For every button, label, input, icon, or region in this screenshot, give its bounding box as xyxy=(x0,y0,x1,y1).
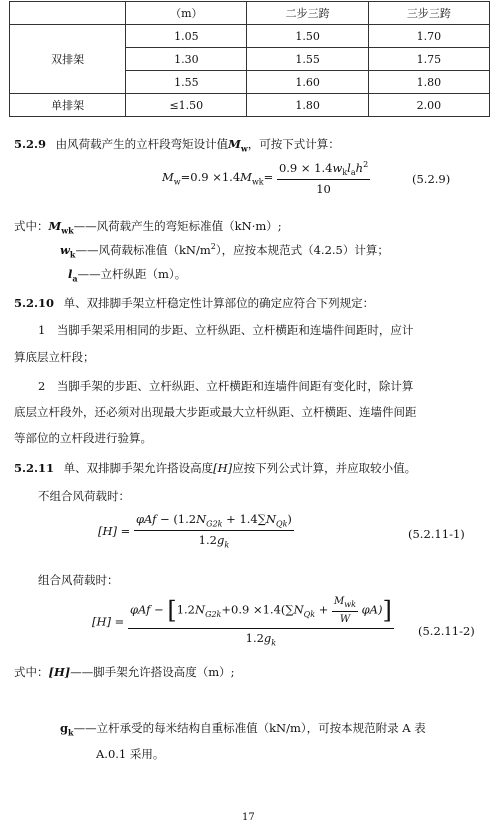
table-cell xyxy=(10,2,126,25)
table-group-label: 双排架 xyxy=(10,25,126,94)
eq2-den-sub: k xyxy=(271,638,277,648)
eq1-d: ) xyxy=(287,512,292,526)
num-hsup: 2 xyxy=(363,160,369,169)
mwk-desc: ——风荷载产生的弯矩标准值（kN·m）; xyxy=(73,219,282,233)
h-desc: ——脚手架允许搭设高度（m）; xyxy=(70,665,235,679)
table-header-cell: 二步三跨 xyxy=(247,2,368,25)
where-lead: 式中： xyxy=(14,665,49,679)
section-number: 5.2.10 xyxy=(14,296,55,310)
eq2-lhs: [H] = xyxy=(92,614,125,629)
eq-lhs-sub: w xyxy=(173,177,181,187)
wk-desc-tail: ），应按本规范式（4.2.5）计算； xyxy=(215,243,389,257)
eq2-nq-sub: Qk xyxy=(303,609,316,619)
table-cell: 1.80 xyxy=(368,71,489,94)
table-cell: ≤1.50 xyxy=(126,94,247,117)
gk-sub: k xyxy=(68,727,74,738)
case-1-label: 不组合风荷载时： xyxy=(38,489,130,503)
gk-desc-tail: A.0.1 采用。 xyxy=(96,747,165,761)
where-line-h xyxy=(14,664,235,680)
equation-number: (5.2.9) xyxy=(412,172,451,186)
wk-desc: ——风荷载标准值（kN/m xyxy=(75,243,211,257)
eq-numerator xyxy=(277,160,370,180)
eq2-a: φAf xyxy=(129,602,151,617)
la-sub: a xyxy=(72,273,78,284)
close-bracket: ] xyxy=(382,596,392,625)
parameter-table xyxy=(9,1,490,117)
eq1-den-a: 1.2 xyxy=(198,533,217,548)
equation-5-2-9 xyxy=(162,160,370,196)
table-row xyxy=(10,94,490,117)
eq-fraction xyxy=(277,160,370,196)
eq1-nq-sub: Qk xyxy=(276,519,288,529)
where-lead: 式中： xyxy=(14,219,49,233)
where-line-wk xyxy=(60,242,389,259)
inner-num xyxy=(332,596,358,612)
mwk-sub: wk xyxy=(61,225,74,236)
where-line-mwk xyxy=(14,218,282,235)
gk-symbol: g xyxy=(60,721,69,735)
eq2-numerator xyxy=(128,596,394,629)
eq1-fraction xyxy=(134,512,294,550)
num-w: w xyxy=(332,160,343,175)
la-symbol: l xyxy=(68,267,73,281)
table-cell: 1.05 xyxy=(126,25,247,48)
equation-5-2-11-1 xyxy=(98,512,294,550)
inner-den: W xyxy=(339,614,351,625)
eq1-a: φAf xyxy=(135,512,157,526)
section-5-2-9-heading xyxy=(14,136,340,153)
table-cell: 1.60 xyxy=(247,71,368,94)
equation-5-2-11-2 xyxy=(92,596,394,647)
table-cell: 1.70 xyxy=(368,25,489,48)
item-1-line-1: 1 当脚手架采用相同的步距、立杆纵距、立杆横距和连墙件间距时，应计 xyxy=(38,323,414,337)
table-cell: 1.75 xyxy=(368,48,489,71)
eq2-c: 1.2 xyxy=(176,602,195,617)
table-cell: 1.50 xyxy=(247,25,368,48)
equation-number: (5.2.11-2) xyxy=(418,624,475,638)
case-2-label: 组合风荷载时： xyxy=(38,573,119,587)
gk-desc: ——立杆承受的每米结构自重标准值（kN/m），可按本规范附录 A 表 xyxy=(73,721,426,735)
table-cell: 1.80 xyxy=(247,94,368,117)
mwk-symbol: M xyxy=(48,219,62,233)
section-text-tail: 应按下列公式计算，并应取较小值。 xyxy=(232,461,417,475)
eq-denominator: 10 xyxy=(316,182,331,197)
h-symbol: [H] xyxy=(48,665,71,679)
eq1-nq: N xyxy=(265,512,277,526)
section-text: 单、双排脚手架立杆稳定性计算部位的确定应符合下列规定： xyxy=(63,296,375,310)
page-number: 17 xyxy=(242,812,255,823)
num-text: 0.9 × 1.4 xyxy=(278,160,333,175)
num-wsub: k xyxy=(342,168,348,178)
table-cell: 1.55 xyxy=(247,48,368,71)
eq2-denominator xyxy=(128,629,394,647)
eq2-fraction xyxy=(128,596,394,647)
item-2-line-3: 等部位的立杆段进行验算。 xyxy=(14,431,152,445)
table-cell: 1.55 xyxy=(126,71,247,94)
eq2-e: + xyxy=(315,602,333,617)
table-header-cell: （m） xyxy=(126,2,247,25)
item-2-line-2: 底层立杆段外，还必须对出现最大步距或最大立杆纵距、立杆横距、连墙件间距 xyxy=(14,405,417,419)
section-text-tail: ，可按下式计算： xyxy=(247,137,340,151)
eq2-d: +0.9 ×1.4(∑ xyxy=(221,602,294,617)
section-5-2-10-heading xyxy=(14,295,374,311)
wk-sub: k xyxy=(69,249,76,260)
eq2-inner-fraction xyxy=(332,596,358,625)
symbol-sub: w xyxy=(240,143,248,154)
eq1-den-g: g xyxy=(216,533,225,548)
section-text: 由风荷载产生的立杆段弯矩设计值 xyxy=(55,137,229,151)
num-h: h xyxy=(355,160,364,175)
eq2-ng-sub: G2k xyxy=(205,609,222,619)
eq1-numerator xyxy=(134,512,294,531)
section-5-2-11-heading xyxy=(14,460,416,476)
eq1-c: + 1.4∑ xyxy=(222,512,266,526)
table-group-label: 单排架 xyxy=(10,94,126,117)
symbol: M xyxy=(228,137,241,151)
table-cell: 2.00 xyxy=(368,94,489,117)
num-l: l xyxy=(347,160,351,175)
eq2-g: φA) xyxy=(357,602,383,617)
item-2-line-1: 2 当脚手架的步距、立杆纵距、立杆横距和连墙件间距有变化时，除计算 xyxy=(38,379,414,393)
eq1-den-sub: k xyxy=(224,540,230,550)
eq-lhs: M xyxy=(162,170,174,185)
la-desc: ——立杆纵距（m）。 xyxy=(77,267,187,281)
table-row xyxy=(10,25,490,48)
eq1-lhs: [H] = xyxy=(98,523,131,538)
item-1-line-2: 算底层立杆段； xyxy=(14,350,95,364)
h-symbol: [H] xyxy=(213,461,233,475)
section-number: 5.2.9 xyxy=(14,137,47,151)
table-header-cell: 三步三跨 xyxy=(368,2,489,25)
table-header-row xyxy=(10,2,490,25)
open-bracket: [ xyxy=(167,596,177,625)
eq1-ng-sub: G2k xyxy=(206,519,223,529)
eq2-nq: N xyxy=(293,602,304,617)
wk-symbol: w xyxy=(60,243,70,257)
eq2-den-a: 1.2 xyxy=(245,631,264,645)
where-line-gk xyxy=(60,720,426,737)
section-text: 单、双排脚手架允许搭设高度 xyxy=(63,461,214,475)
where-line-la xyxy=(68,266,186,283)
eq1-ng: N xyxy=(196,512,207,526)
equation-number: (5.2.11-1) xyxy=(408,527,465,541)
eq1-b: − (1.2 xyxy=(156,512,197,526)
eq-mid: =0.9 ×1.4 xyxy=(180,170,241,185)
inner-num-m: M xyxy=(334,596,345,607)
inner-num-sub: wk xyxy=(344,600,356,609)
section-number: 5.2.11 xyxy=(14,461,55,475)
eq-mid-sub: wk xyxy=(251,177,264,187)
table-cell: 1.30 xyxy=(126,48,247,71)
num-lsub: a xyxy=(350,168,356,178)
eq2-b: − xyxy=(150,602,168,617)
eq-equals: = xyxy=(263,170,274,185)
wk-sup: 2 xyxy=(210,242,216,252)
eq2-den-g: g xyxy=(263,631,272,645)
eq1-denominator xyxy=(134,531,294,549)
eq-mid-sym: M xyxy=(240,170,252,185)
eq2-ng: N xyxy=(195,602,206,617)
